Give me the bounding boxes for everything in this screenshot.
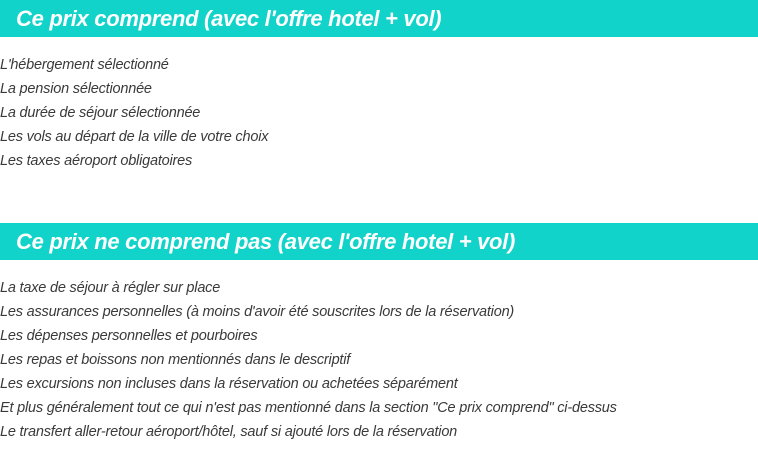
included-item: Les taxes aéroport obligatoires <box>0 153 193 169</box>
excluded-item: Les assurances personnelles (à moins d'avoir été souscrites lors de la réservation) <box>0 304 515 320</box>
excluded-item: Les dépenses personnelles et pourboires <box>0 328 258 344</box>
included-item: La pension sélectionnée <box>0 81 152 97</box>
included-item: Les vols au départ de la ville de votre choix <box>0 129 269 145</box>
included-item: L'hébergement sélectionné <box>0 57 169 73</box>
excluded-item: Les repas et boissons non mentionnés dans le descriptif <box>0 352 351 368</box>
excluded-section-title: Ce prix ne comprend pas (avec l'offre hotel + vol) <box>0 223 758 260</box>
excluded-item: Les excursions non incluses dans la réservation ou achetées séparément <box>0 376 458 392</box>
included-section-title: Ce prix comprend (avec l'offre hotel + vol) <box>0 0 758 37</box>
excluded-item: Et plus généralement tout ce qui n'est pas mentionné dans la section "Ce prix comprend" ci-dessus <box>0 400 617 416</box>
excluded-items-list <box>0 276 617 444</box>
included-item: La durée de séjour sélectionnée <box>0 105 201 121</box>
included-items-list <box>0 53 268 173</box>
excluded-item: Le transfert aller-retour aéroport/hôtel, sauf si ajouté lors de la réservation <box>0 424 458 440</box>
excluded-item: La taxe de séjour à régler sur place <box>0 280 221 296</box>
